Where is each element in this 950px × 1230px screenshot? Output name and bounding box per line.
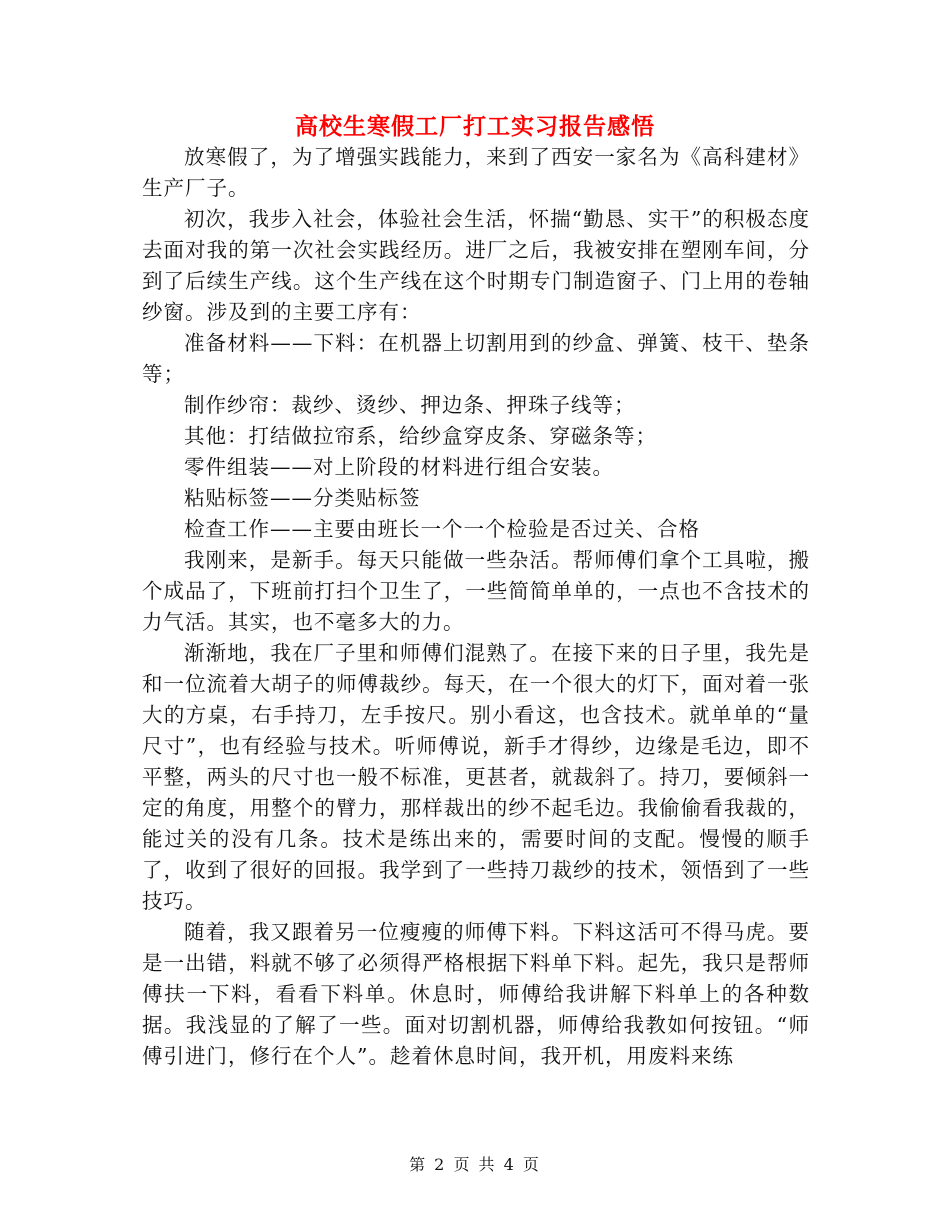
- paragraph: 其他：打结做拉帘系，给纱盒穿皮条、穿磁条等；: [184, 424, 657, 448]
- paragraph: 放寒假了，为了增强实践能力，来到了西安一家名为《高科建材》生产厂子。: [142, 145, 810, 200]
- paragraph: 检查工作——主要由班长一个一个检验是否过关、合格: [184, 517, 700, 541]
- paragraph: 制作纱帘：裁纱、烫纱、押边条、押珠子线等；: [184, 393, 636, 417]
- document-body: [142, 142, 810, 1072]
- paragraph: 粘贴标签——分类贴标签: [184, 486, 421, 510]
- paragraph: 初次，我步入社会，体验社会生活，怀揣“勤恳、实干”的积极态度去面对我的第一次社会实践经历。进厂之后，我被安排在塑刚车间，分到了后续生产线。这个生产线在这个时期专门制造窗子、门上用的卷轴纱窗。涉及到的主要工序有：: [142, 207, 810, 324]
- document-title: 高校生寒假工厂打工实习报告感悟: [295, 113, 655, 140]
- paragraph: 随着，我又跟着另一位瘦瘦的师傅下料。下料这活可不得马虎。要是一出错，料就不够了必须得严格根据下料单下料。起先，我只是帮师傅扶一下料，看看下料单。休息时，师傅给我讲解下料单上的各种数据。我浅显的了解了一些。面对切割机器，师傅给我教如何按钮。“师傅引进门，修行在个人”。趁着休息时间，我开机，用废料来练: [142, 920, 810, 1068]
- paragraph: 零件组装——对上阶段的材料进行组合安装。: [184, 455, 614, 479]
- page-footer: 第 2 页 共 4 页: [409, 1155, 541, 1174]
- paragraph: 我刚来，是新手。每天只能做一些杂活。帮师傅们拿个工具啦，搬个成品了，下班前打扫个卫生了，一些简简单单的，一点也不含技术的力气活。其实，也不毫多大的力。: [142, 548, 810, 634]
- paragraph: 渐渐地，我在厂子里和师傅们混熟了。在接下来的日子里，我先是和一位流着大胡子的师傅裁纱。每天，在一个很大的灯下，面对着一张大的方桌，右手持刀，左手按尺。别小看这，也含技术。就单单的“量尺寸”，也有经验与技术。听师傅说，新手才得纱，边缘是毛边，即不平整，两头的尺寸也一般不标准，更甚者，就裁斜了。持刀，要倾斜一定的角度，用整个的臂力，那样裁出的纱不起毛边。我偷偷看我裁的，能过关的没有几条。技术是练出来的，需要时间的支配。慢慢的顺手了，收到了很好的回报。我学到了一些持刀裁纱的技术，领悟到了一些技巧。: [142, 641, 810, 913]
- paragraph: 准备材料——下料：在机器上切割用到的纱盒、弹簧、枝干、垫条等；: [142, 331, 810, 386]
